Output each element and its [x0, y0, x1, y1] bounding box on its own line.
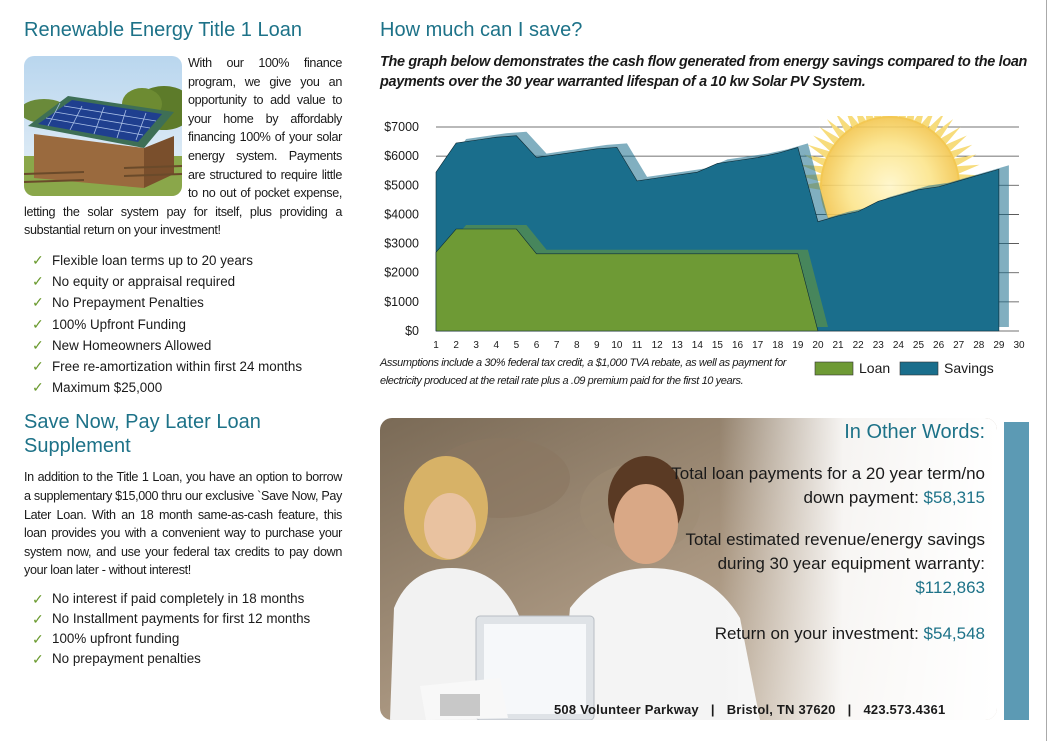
feature-item: [32, 271, 342, 292]
separator: |: [710, 702, 715, 717]
x-tick-label: 7: [553, 340, 560, 351]
savings-total-amount: $112,863: [915, 578, 985, 597]
accent-sidebar: [1004, 422, 1029, 720]
x-tick-label: 22: [852, 340, 864, 351]
save-now-feature-item: [32, 649, 342, 669]
checkmark-icon: ✓: [32, 357, 44, 374]
contact-line: [554, 702, 945, 717]
separator: |: [847, 702, 852, 717]
loan-total-text: Total loan payments for a 20 year term/no down payment:: [671, 464, 985, 507]
x-tick-label: 28: [973, 340, 985, 351]
checkmark-icon: ✓: [32, 650, 44, 667]
save-now-section: [24, 410, 342, 669]
x-tick-label: 11: [631, 340, 643, 351]
feature-item-text: Free re-amortization within first 24 months: [52, 358, 303, 374]
savings-heading: How much can I save?: [380, 19, 583, 41]
x-tick-label: 30: [1013, 340, 1025, 351]
save-now-feature-item-text: 100% upfront funding: [52, 630, 180, 646]
page-edge-divider: [1046, 0, 1047, 741]
left-column: [24, 18, 342, 669]
return-amount: $54,548: [923, 624, 985, 643]
x-tick-label: 5: [513, 340, 520, 351]
feature-item: [32, 250, 342, 271]
x-tick-label: 1: [433, 340, 439, 351]
save-now-feature-item-text: No Installment payments for first 12 months: [52, 610, 311, 626]
x-tick-label: 6: [533, 340, 540, 351]
save-now-feature-item: [32, 609, 342, 629]
y-tick-label: $6000: [384, 149, 419, 164]
x-tick-label: 23: [872, 340, 884, 351]
save-now-heading-text: Save Now, Pay Later Loan Supplement: [24, 411, 261, 458]
feature-list: [32, 250, 342, 398]
sun-ray: [955, 165, 979, 175]
checkmark-icon: ✓: [32, 315, 44, 332]
y-tick-label: $4000: [384, 207, 419, 222]
x-tick-label: 15: [711, 340, 724, 351]
y-tick-label: $3000: [384, 236, 419, 251]
x-tick-label: 16: [731, 340, 744, 351]
other-words-panel: [380, 418, 997, 720]
feature-item-text: No equity or appraisal required: [52, 274, 236, 290]
chart-lead-text: The graph below demonstrates the cash flow generated from energy savings compared to the loan payments over the 30 year warranted lifespan of a 10 kw Solar PV System.: [380, 54, 1028, 90]
title1-heading-text: Renewable Energy Title 1 Loan: [24, 19, 302, 41]
x-tick-label: 27: [953, 340, 965, 351]
checkmark-icon: ✓: [32, 379, 44, 396]
checkmark-icon: ✓: [32, 590, 44, 607]
legend-label-loan: Loan: [859, 360, 891, 376]
legend-label-savings: Savings: [944, 360, 994, 376]
save-now-feature-item: [32, 589, 342, 609]
checkmark-icon: ✓: [32, 273, 44, 290]
loan-total-amount: $58,315: [923, 488, 985, 507]
right-column: [380, 16, 1030, 387]
x-tick-label: 24: [892, 340, 904, 351]
save-now-feature-list: [32, 589, 342, 669]
solar-barn-illustration: [24, 56, 182, 196]
save-now-feature-item-text: No prepayment penalties: [52, 650, 201, 666]
x-tick-label: 8: [573, 340, 580, 351]
checkmark-icon: ✓: [32, 251, 44, 268]
return-text: Return on your investment:: [714, 624, 919, 643]
save-now-feature-item-text: No interest if paid completely in 18 months: [52, 590, 305, 606]
other-words-summary: [655, 418, 985, 646]
x-tick-label: 26: [933, 340, 945, 351]
solar-barn-image: [24, 56, 182, 196]
cash-flow-chart: [380, 116, 1030, 376]
title1-heading: [24, 18, 342, 42]
x-tick-label: 2: [453, 340, 459, 351]
y-tick-label: $7000: [384, 120, 419, 134]
save-now-feature-item: [32, 629, 342, 649]
x-tick-label: 14: [691, 340, 703, 351]
x-tick-label: 4: [493, 340, 500, 351]
intro-paragraph: [24, 54, 342, 240]
feature-item-text: No Prepayment Penalties: [52, 295, 204, 311]
x-tick-label: 21: [832, 340, 844, 351]
save-now-paragraph: In addition to the Title 1 Loan, you have an option to borrow a supplementary $15,000 thru our exclusive `Save Now, Pay Later Loan. With an 18 month same-as-cash feature, this loan provides you with a convenient way to purchase your system now, and use your federal tax credits to pay down your loan later - without interest!: [24, 470, 342, 578]
checkmark-icon: ✓: [32, 336, 44, 353]
savings-total-block: [655, 528, 985, 600]
x-tick-label: 13: [671, 340, 683, 351]
x-tick-label: 20: [812, 340, 824, 351]
x-tick-label: 25: [912, 340, 925, 351]
loan-total-block: [655, 462, 985, 510]
y-tick-label: $1000: [384, 294, 419, 309]
checkmark-icon: ✓: [32, 294, 44, 311]
feature-item-text: 100% Upfront Funding: [52, 316, 186, 332]
x-tick-label: 3: [473, 340, 479, 351]
x-tick-label: 10: [611, 340, 623, 351]
city-state-zip: Bristol, TN 37620: [726, 702, 836, 717]
legend-swatch-loan: [815, 362, 853, 375]
save-now-heading: [24, 410, 342, 458]
x-tick-label: 29: [993, 340, 1005, 351]
feature-item: [32, 314, 342, 335]
feature-item: [32, 356, 342, 377]
x-tick-label: 19: [792, 340, 804, 351]
checkmark-icon: ✓: [32, 630, 44, 647]
y-tick-label: $0: [405, 324, 419, 338]
feature-item-text: Flexible loan terms up to 20 years: [52, 252, 253, 268]
x-tick-label: 12: [651, 340, 663, 351]
x-tick-label: 17: [752, 340, 764, 351]
x-tick-label: 9: [594, 340, 600, 351]
x-tick-label: 18: [772, 340, 784, 351]
checkmark-icon: ✓: [32, 610, 44, 627]
feature-item: [32, 335, 342, 356]
feature-item-text: New Homeowners Allowed: [52, 337, 212, 353]
phone-number: 423.573.4361: [863, 702, 946, 717]
intro-text: With our 100% finance program, we give you an opportunity to add value to your home by affordably financing 100% of your solar energy system. Payments are structured to require little to no out of pocket expense, letting the solar system pay for itself, plus providing a substantial return on your investment!: [24, 56, 342, 238]
feature-item: [32, 292, 342, 313]
savings-total-text: Total estimated revenue/energy savings during 30 year equipment warranty:: [685, 530, 985, 573]
street-address: 508 Volunteer Parkway: [554, 702, 699, 717]
y-tick-label: $5000: [384, 178, 419, 193]
assumptions-note: Assumptions include a 30% federal tax credit, a $1,000 TVA rebate, as well as payment for electricity produced at the retail rate plus a .09 premium paid for the first 10 years.: [380, 357, 787, 387]
return-block: [655, 622, 985, 646]
y-tick-label: $2000: [384, 265, 419, 280]
legend-swatch-savings: [900, 362, 938, 375]
feature-item-text: Maximum $25,000: [52, 380, 163, 396]
feature-item: [32, 377, 342, 398]
other-words-title: In Other Words:: [844, 421, 985, 443]
